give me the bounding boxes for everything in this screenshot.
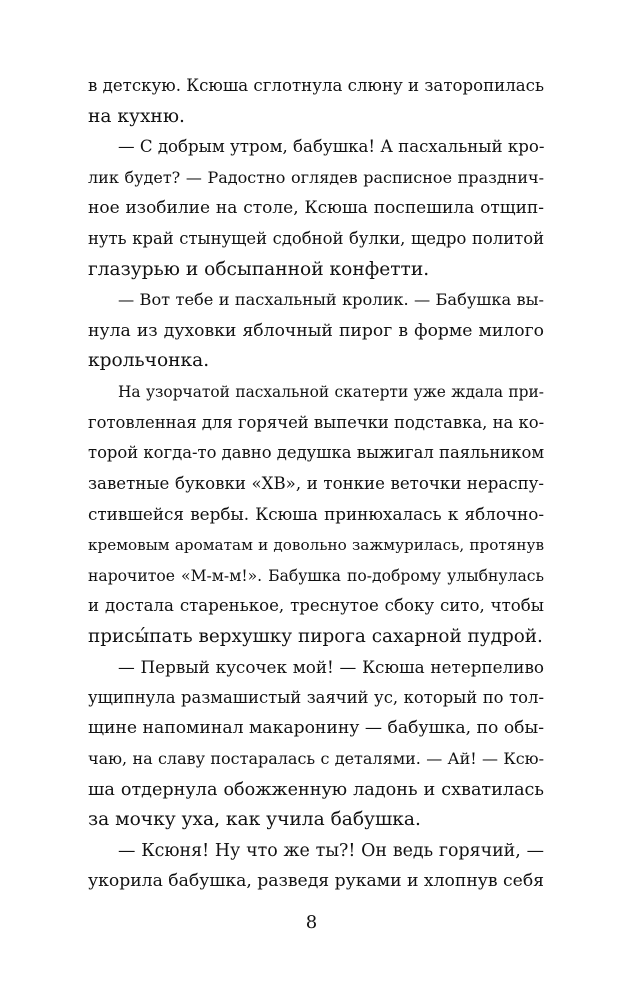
text-line: нарочитое «М-м-м!». Бабушка по-доброму улыбнулась [88,566,544,585]
text-line: нула из духовки яблочный пирог в форме милого [88,320,544,341]
text-line: нуть край стынущей сдобной булки, щедро политой [88,228,544,248]
text-line: чаю, на славу постаралась с деталями. — Ай! — Ксю- [88,749,544,769]
text-line: ша отдернула обожженную ладонь и схватилась [88,779,544,800]
body-text [88,71,544,897]
text-line: — Ксюня! Ну что же ты?! Он ведь горячий, — [118,840,544,861]
text-line: и достала старенькое, треснутое сбоку сито, чтобы [88,596,544,616]
text-line: торой когда-то давно дедушка выжигал паяльником [88,443,545,463]
text-line: готовленная для горячей выпечки подставка, на ко- [88,412,545,432]
text-line: стившейся вербы. Ксюша принюхалась к яблочно- [88,504,544,525]
text-line: кремовым ароматам и довольно зажмурилась, протянув [88,535,544,554]
text-line: укорила бабушка, разведя руками и хлопнув себя [88,871,545,892]
text-line: на кухню. [88,105,185,127]
text-line: присы́пать верхушку пирога сахарной пудрой. [88,625,543,647]
text-line: щине напоминал макаронину — бабушка, по обы- [88,718,544,739]
text-line: крольчонка. [88,350,210,372]
text-line: глазурью и обсыпанной конфетти. [88,258,430,280]
text-line: На узорчатой пасхальной скатерти уже ждала при- [118,382,544,401]
text-line: — С добрым утром, бабушка! А пасхальный кро- [118,137,545,157]
text-line: — Первый кусочек мой! — Ксюша нетерпеливо [118,657,544,678]
text-line: в детскую. Ксюша сглотнула слюну и заторопилась [88,76,544,95]
text-line: лик будет? — Радостно оглядев расписное празднич- [88,167,544,187]
text-line: за мочку уха, как учила бабушка. [88,809,421,831]
text-line: — Вот тебе и пасхальный кролик. — Бабушка вы- [118,290,544,310]
page-number: 8 [305,912,318,933]
text-line: ное изобилие на столе, Ксюша поспешила отщип- [88,198,544,219]
text-line: ущипнула размашистый заячий ус, который по тол- [88,687,544,707]
text-line: заветные буковки «ХВ», и тонкие веточки нераспу- [88,473,544,493]
